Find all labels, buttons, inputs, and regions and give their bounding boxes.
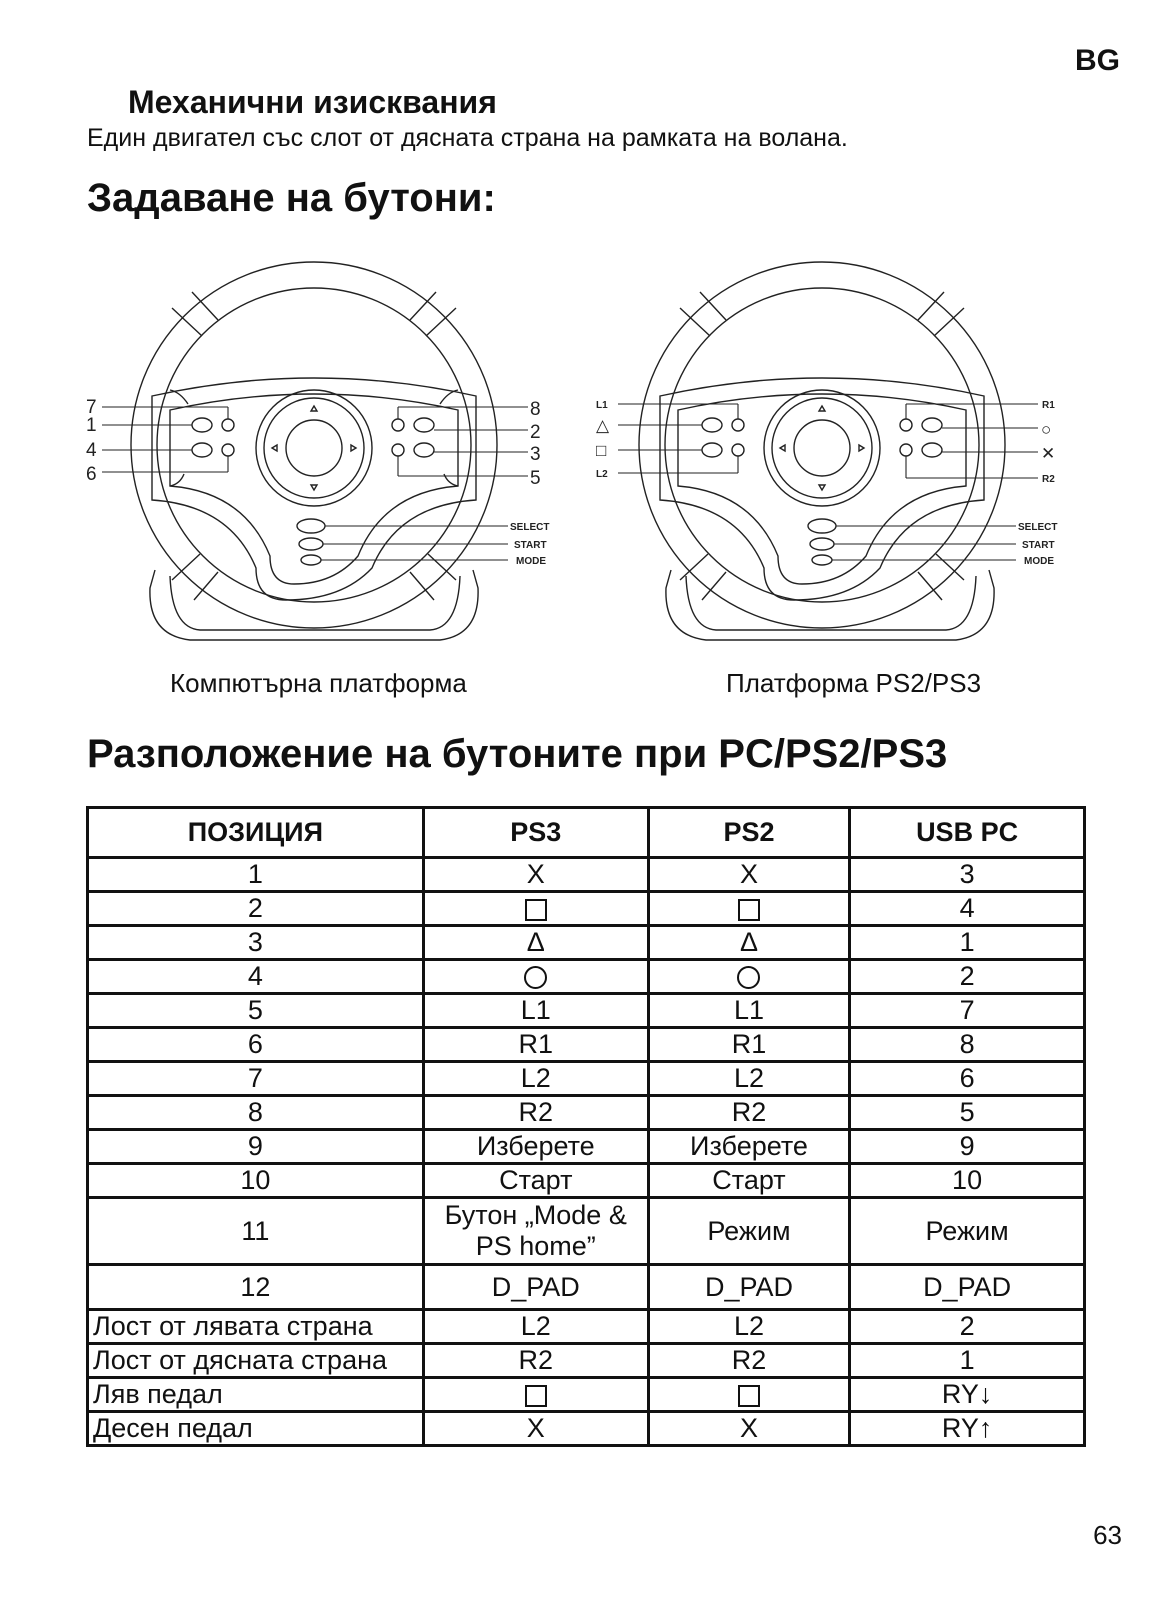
cell-text: R2 xyxy=(731,1097,767,1127)
table-row xyxy=(88,892,1085,926)
wheel-illustration xyxy=(80,250,580,660)
cell-position xyxy=(88,960,424,994)
cell-usb-pc xyxy=(850,1378,1085,1412)
cell-text: 5 xyxy=(247,995,263,1025)
cell-position xyxy=(88,1344,424,1378)
cell-ps2 xyxy=(648,1130,849,1164)
cell-text: D_PAD xyxy=(923,1271,1012,1302)
table-row xyxy=(88,1164,1085,1198)
cell-ps3 xyxy=(423,1344,648,1378)
label-start: START xyxy=(514,540,547,551)
label-3: 3 xyxy=(530,444,541,465)
table-body xyxy=(88,858,1085,1446)
cell-ps3 xyxy=(423,926,648,960)
cell-text: 4 xyxy=(959,893,975,923)
square-symbol-icon xyxy=(738,1385,760,1407)
label-select: SELECT xyxy=(510,522,550,533)
cell-ps3 xyxy=(423,1378,648,1412)
cell-text: Лост от дясната страна xyxy=(93,1345,388,1375)
table-row xyxy=(88,1344,1085,1378)
cell-usb-pc xyxy=(850,858,1085,892)
cell-ps2 xyxy=(648,1344,849,1378)
cell-text: L2 xyxy=(733,1063,765,1093)
cell-text: Δ xyxy=(526,927,545,957)
header-position: ПОЗИЦИЯ xyxy=(88,808,424,858)
cell-text: 6 xyxy=(959,1063,975,1093)
cell-text: D_PAD xyxy=(491,1271,580,1302)
cell-text: 9 xyxy=(247,1131,263,1161)
cell-ps3 xyxy=(423,1310,648,1344)
table-row xyxy=(88,1062,1085,1096)
cell-ps3 xyxy=(423,892,648,926)
square-symbol-icon xyxy=(525,899,547,921)
label-7: 7 xyxy=(86,397,97,418)
cell-position xyxy=(88,1130,424,1164)
header-usb-pc: USB PC xyxy=(850,808,1085,858)
cell-ps3 xyxy=(423,1198,648,1265)
cell-ps2 xyxy=(648,1412,849,1446)
cell-usb-pc xyxy=(850,1198,1085,1265)
cell-ps2 xyxy=(648,892,849,926)
mechanical-requirements-text: Един двигател със слот от дясната страна на рамката на волана. xyxy=(87,124,848,152)
cell-text: 8 xyxy=(247,1097,263,1127)
cell-ps2 xyxy=(648,1062,849,1096)
header-ps3: PS3 xyxy=(423,808,648,858)
label-l2: L2 xyxy=(596,469,608,480)
cell-text: R2 xyxy=(518,1097,554,1127)
cell-usb-pc xyxy=(850,1310,1085,1344)
cell-usb-pc xyxy=(850,1062,1085,1096)
square-symbol-icon xyxy=(738,899,760,921)
cell-ps2 xyxy=(648,858,849,892)
label-4: 4 xyxy=(86,440,97,461)
cell-text: 6 xyxy=(247,1029,263,1059)
table-row xyxy=(88,994,1085,1028)
cell-text: 7 xyxy=(247,1063,263,1093)
cell-usb-pc xyxy=(850,994,1085,1028)
cell-text: X xyxy=(526,859,545,889)
label-cross: ✕ xyxy=(1041,444,1056,463)
cell-text: 3 xyxy=(959,859,975,889)
cell-text: X xyxy=(739,1413,758,1443)
cell-text: L2 xyxy=(520,1311,551,1341)
cell-text: L1 xyxy=(733,995,765,1025)
cell-text: Лост от лявата страна xyxy=(93,1311,373,1341)
cell-text: 10 xyxy=(952,1165,983,1195)
pc-platform-caption: Компютърна платформа xyxy=(170,668,467,698)
cell-ps2 xyxy=(648,1164,849,1198)
cell-position xyxy=(88,858,424,892)
cell-ps2 xyxy=(648,960,849,994)
cell-ps3 xyxy=(423,1130,648,1164)
cell-ps3 xyxy=(423,1028,648,1062)
ps-platform-caption: Платформа PS2/PS3 xyxy=(726,668,982,698)
cell-position xyxy=(88,1378,424,1412)
cell-text: L2 xyxy=(733,1311,765,1341)
circle-symbol-icon xyxy=(524,966,547,989)
cell-text: 10 xyxy=(240,1165,271,1195)
cell-position xyxy=(88,1412,424,1446)
cell-usb-pc xyxy=(850,1130,1085,1164)
cell-text: X xyxy=(739,859,758,889)
cell-text: Старт xyxy=(499,1165,573,1195)
page-number: 63 xyxy=(1093,1520,1122,1550)
cell-ps2 xyxy=(648,1265,849,1310)
cell-text: 8 xyxy=(959,1029,975,1059)
cell-text: D_PAD xyxy=(704,1271,793,1302)
cell-text: R2 xyxy=(518,1345,554,1375)
label-l1: L1 xyxy=(596,400,608,411)
label-square: □ xyxy=(596,441,607,460)
label-r2: R2 xyxy=(1042,474,1055,485)
cell-ps2 xyxy=(648,1028,849,1062)
circle-symbol-icon xyxy=(737,966,760,989)
cell-text: 9 xyxy=(959,1131,975,1161)
cell-usb-pc xyxy=(850,926,1085,960)
label-5: 5 xyxy=(530,468,541,489)
table-header-row xyxy=(88,808,1085,858)
button-layout-heading: Разположение на бутоните при PC/PS2/PS3 xyxy=(87,732,948,776)
cell-ps3 xyxy=(423,1062,648,1096)
cell-text: RY↑ xyxy=(941,1413,993,1443)
cell-ps2 xyxy=(648,926,849,960)
cell-ps3 xyxy=(423,1096,648,1130)
cell-usb-pc xyxy=(850,960,1085,994)
cell-position xyxy=(88,994,424,1028)
table-row xyxy=(88,1028,1085,1062)
cell-ps2 xyxy=(648,994,849,1028)
table-row xyxy=(88,960,1085,994)
label-r1: R1 xyxy=(1042,400,1055,411)
cell-position xyxy=(88,1310,424,1344)
label-start: START xyxy=(1022,540,1055,551)
cell-text: 4 xyxy=(247,961,263,991)
cell-position xyxy=(88,1096,424,1130)
label-8: 8 xyxy=(530,399,541,420)
cell-ps2 xyxy=(648,1198,849,1265)
table-row xyxy=(88,1096,1085,1130)
cell-text: Изберете xyxy=(690,1131,808,1161)
cell-text: X xyxy=(526,1413,545,1443)
label-1: 1 xyxy=(86,415,97,436)
label-select: SELECT xyxy=(1018,522,1058,533)
table-row xyxy=(88,1265,1085,1310)
cell-ps3 xyxy=(423,994,648,1028)
cell-text: Режим xyxy=(707,1215,791,1246)
label-6: 6 xyxy=(86,464,97,485)
cell-text: L2 xyxy=(520,1063,551,1093)
cell-text: R1 xyxy=(518,1029,554,1059)
cell-usb-pc xyxy=(850,892,1085,926)
ps-wheel-diagram xyxy=(596,250,1096,665)
label-triangle: △ xyxy=(596,416,610,435)
cell-ps2 xyxy=(648,1378,849,1412)
cell-ps2 xyxy=(648,1310,849,1344)
cell-text: R1 xyxy=(731,1029,767,1059)
label-mode: MODE xyxy=(516,556,546,567)
cell-position xyxy=(88,1062,424,1096)
wheel-illustration xyxy=(596,250,1096,660)
cell-text: Изберете xyxy=(476,1131,595,1161)
cell-position xyxy=(88,1028,424,1062)
cell-text: 2 xyxy=(959,961,975,991)
cell-ps3 xyxy=(423,1265,648,1310)
cell-text: 2 xyxy=(247,893,263,923)
cell-text: Старт xyxy=(712,1165,786,1195)
cell-text: 1 xyxy=(959,927,975,957)
cell-usb-pc xyxy=(850,1412,1085,1446)
cell-text: 11 xyxy=(241,1215,270,1246)
cell-position xyxy=(88,1198,424,1265)
cell-usb-pc xyxy=(850,1265,1085,1310)
header-ps2: PS2 xyxy=(648,808,849,858)
table-row xyxy=(88,1310,1085,1344)
cell-text: 1 xyxy=(959,1345,975,1375)
label-2: 2 xyxy=(530,422,541,443)
cell-text: 12 xyxy=(240,1271,271,1302)
cell-ps3 xyxy=(423,960,648,994)
pc-wheel-diagram xyxy=(80,250,580,665)
button-mapping-table xyxy=(86,806,1086,1447)
language-code: BG xyxy=(1075,44,1120,77)
table-row xyxy=(88,1378,1085,1412)
label-circle: ○ xyxy=(1041,420,1052,439)
cell-position xyxy=(88,1164,424,1198)
cell-position xyxy=(88,892,424,926)
square-symbol-icon xyxy=(525,1385,547,1407)
table-row xyxy=(88,1412,1085,1446)
cell-usb-pc xyxy=(850,1164,1085,1198)
cell-text: Десен педал xyxy=(93,1413,253,1443)
cell-text: Бутон „Mode & PS home” xyxy=(444,1200,627,1261)
cell-ps3 xyxy=(423,858,648,892)
cell-text: Режим xyxy=(925,1215,1009,1246)
cell-text: R2 xyxy=(731,1345,767,1375)
mechanical-requirements-heading: Механични изисквания xyxy=(128,84,497,120)
cell-ps3 xyxy=(423,1164,648,1198)
cell-ps3 xyxy=(423,1412,648,1446)
cell-text: L1 xyxy=(520,995,551,1025)
cell-text: 5 xyxy=(959,1097,975,1127)
table-row xyxy=(88,858,1085,892)
cell-text: 3 xyxy=(247,927,263,957)
table-row xyxy=(88,1130,1085,1164)
label-mode: MODE xyxy=(1024,556,1054,567)
cell-usb-pc xyxy=(850,1028,1085,1062)
button-assignment-heading: Задаване на бутони: xyxy=(87,176,496,220)
cell-ps2 xyxy=(648,1096,849,1130)
cell-text: Δ xyxy=(739,927,759,957)
cell-text: 2 xyxy=(959,1311,975,1341)
table-row xyxy=(88,926,1085,960)
table-row xyxy=(88,1198,1085,1265)
cell-text: RY↓ xyxy=(941,1379,993,1409)
cell-text: 1 xyxy=(247,859,263,889)
cell-usb-pc xyxy=(850,1096,1085,1130)
cell-position xyxy=(88,926,424,960)
cell-position xyxy=(88,1265,424,1310)
cell-text: 7 xyxy=(959,995,975,1025)
cell-text: Ляв педал xyxy=(93,1379,223,1409)
cell-usb-pc xyxy=(850,1344,1085,1378)
